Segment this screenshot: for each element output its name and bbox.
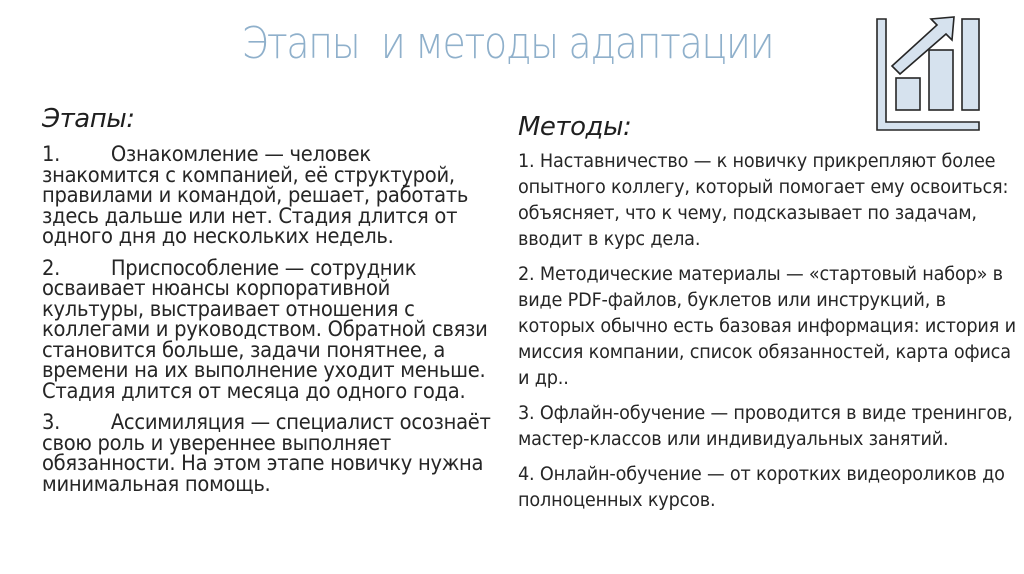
stage-item [42, 144, 493, 247]
slide-title [67, 18, 948, 69]
methods-heading: Методы: [518, 112, 632, 142]
method-item: 3. Офлайн-обучение — проводится в виде тренингов, мастер-классов или индивидуальных занятий. [518, 402, 1013, 450]
stages-column [42, 104, 492, 505]
slide-title-text: Этапы и методы адаптации [241, 18, 774, 69]
stage-text: Приспособление — сотрудник осваивает нюансы корпоративной культуры, выстраивает отношения с коллегами и руководством. Обратной связи становится больше, задачи понятнее, а времени на их выполнение уходит меньше. Стадия длится от месяца до одного года. [42, 255, 488, 403]
stage-number: 3. [42, 410, 61, 434]
method-item: 2. Методические материалы — «стартовый набор» в виде PDF-файлов, буклетов или инструкций, в которых обычно есть базовая информация: история и миссия компании, список обязанностей, карта офиса и др.. [518, 263, 1016, 389]
stage-number: 1. [42, 142, 61, 166]
stage-item [42, 412, 493, 494]
stage-text: Ознакомление — человек знакомится с компанией, её структурой, правилами и командой, решает, работать здесь дальше или нет. Стадия длится от одного дня до нескольких недель. [42, 142, 469, 248]
stage-number: 2. [42, 255, 61, 280]
method-item: 1. Наставничество — к новичку прикрепляют более опытного коллегу, который помогает ему освоиться: объясняет, что к чему, подсказывает по задачам, вводит в курс дела. [518, 150, 1009, 250]
methods-column [518, 112, 1018, 522]
method-item: 4. Онлайн-обучение — от коротких видеороликов до полноценных курсов. [518, 463, 1005, 511]
stage-item [42, 255, 493, 403]
stage-text: Ассимиляция — специалист осознаёт свою роль и увереннее выполняет обязанности. На этом этапе новичку нужна минимальная помощь. [42, 410, 491, 496]
stages-heading: Этапы: [42, 104, 135, 134]
